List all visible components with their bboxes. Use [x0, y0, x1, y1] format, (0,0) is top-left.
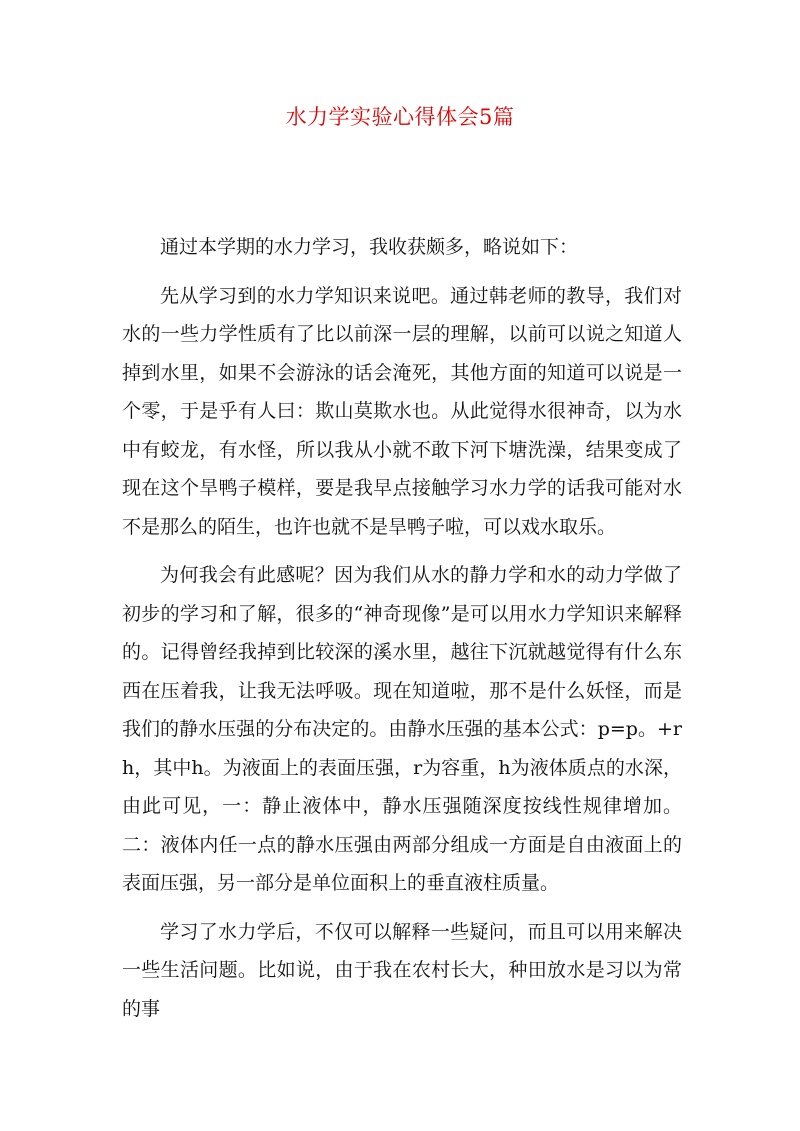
paragraph-2: 先从学习到的水力学知识来说吧。通过韩老师的教导，我们对水的一些力学性质有了比以前深一层的理解，以前可以说之知道人掉到水里，如果不会游泳的话会淹死，其他方面的知道可以说是一个零，于是乎有人曰：欺山莫欺水也。从此觉得水很神奇，以为水中有蛟龙，有水怪，所以我从小就不敢下河下塘洗澡，结果变成了现在这个旱鸭子模样，要是我早点接触学习水力学的话我可能对水不是那么的陌生，也许也就不是旱鸭子啦，可以戏水取乐。: [122, 284, 682, 538]
paragraph-1: 通过本学期的水力学习，我收获颇多，略说如下：: [160, 236, 579, 258]
document-title: 水力学实验心得体会5篇: [285, 105, 515, 129]
document-body: [122, 228, 682, 1028]
paragraph-4: 学习了水力学后，不仅可以解释一些疑问，而且可以用来解决一些生活问题。比如说，由于我在农村长大，种田放水是习以为常的事: [122, 920, 682, 1020]
paragraph-3: 为何我会有此感呢？因为我们从水的静力学和水的动力学做了初步的学习和了解，很多的“神奇现像”是可以用水力学知识来解释的。记得曾经我掉到比较深的溪水里，越往下沉就越觉得有什么东西在压着我，让我无法呼吸。现在知道啦，那不是什么妖怪，而是我们的静水压强的分布决定的。由静水压强的基本公式：p=p。+rh，其中h。为液面上的表面压强，r为容重，h为液体质点的水深，由此可见，一：静止液体中，静水压强随深度按线性规律增加。二：液体内任一点的静水压强由两部分组成一方面是自由液面上的表面压强，另一部分是单位面积上的垂直液柱质量。: [122, 564, 682, 894]
